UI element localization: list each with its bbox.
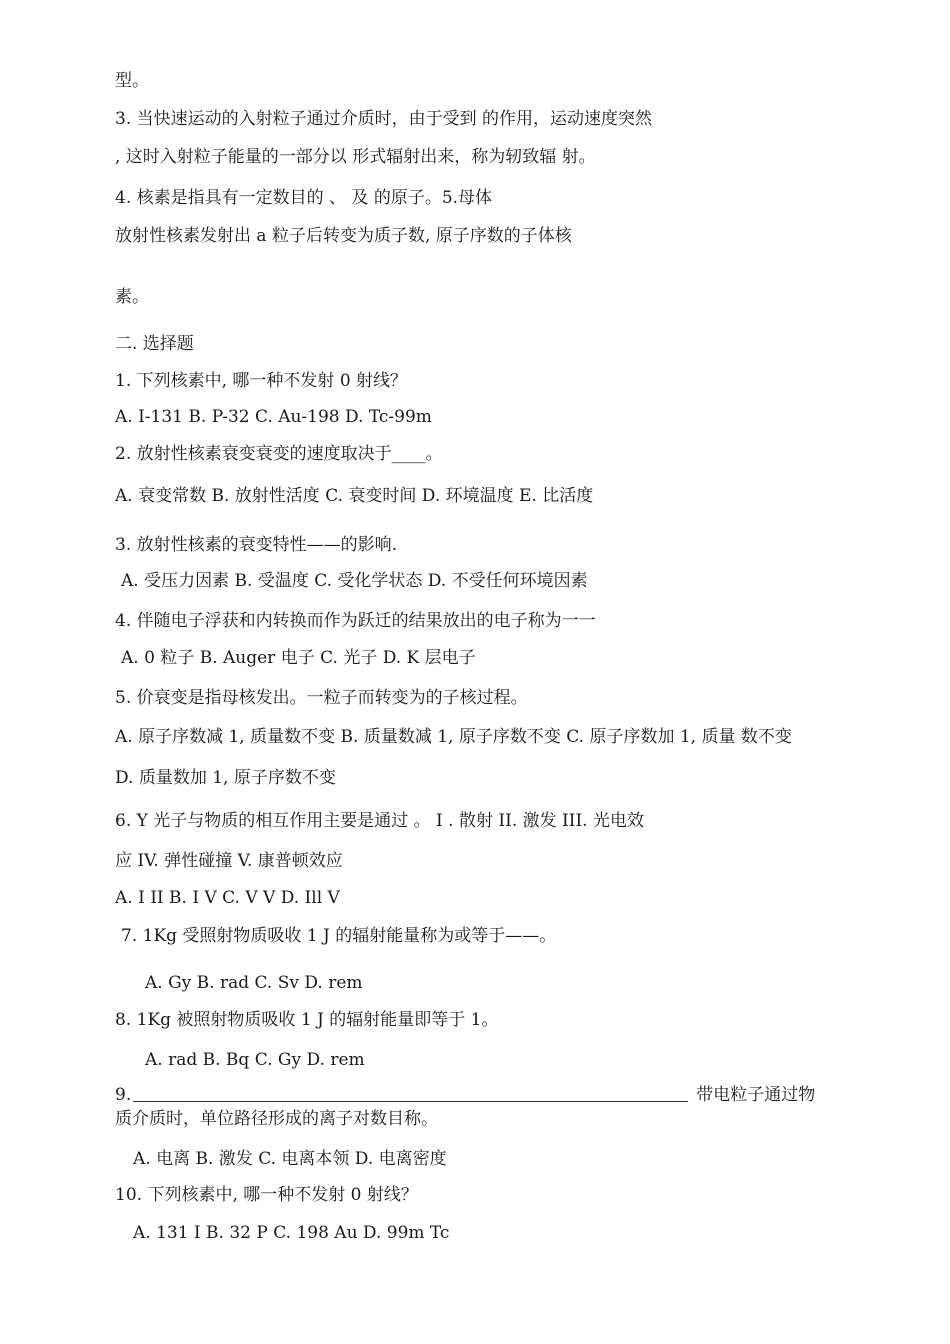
question: 1. 下列核素中, 哪一种不发射 0 射线？ xyxy=(115,371,408,391)
question: 10. 下列核素中, 哪一种不发射 0 射线？ xyxy=(115,1185,418,1205)
options: A. rad B. Bq C. Gy D. rem xyxy=(145,1050,365,1070)
options: A. 0 粒子 B. Auger 电子 C. 光子 D. K 层电子 xyxy=(121,648,476,668)
text-line: , 这时入射粒子能量的一部分以 形式辐射出来，称为轫致辐 射。 xyxy=(115,147,596,167)
text-line: 3. 当快速运动的入射粒子通过介质时，由于受到 的作用，运动速度突然 xyxy=(115,109,653,129)
section-heading: 二. 选择题 xyxy=(115,334,194,354)
answer-blank xyxy=(133,1085,688,1102)
question: 质介质时，单位路径形成的离子对数目称。 xyxy=(115,1109,438,1129)
text-line: 放射性核素发射出 a 粒子后转变为质子数, 原子序数的子体核 xyxy=(115,226,572,246)
question: 5. 价衰变是指母核发出。一粒子而转变为的子核过程。 xyxy=(115,688,528,708)
text-line: 型。 xyxy=(115,71,149,91)
options: A. 131 I B. 32 P C. 198 Au D. 99m Tc xyxy=(133,1223,450,1243)
options: A. 原子序数减 1, 质量数不变 B. 质量数减 1, 原子序数不变 C. 原子序数加 1, 质量 数不变 xyxy=(115,727,792,747)
question: 2. 放射性核素衰变衰变的速度取决于____。 xyxy=(115,444,443,464)
question xyxy=(115,1084,815,1106)
options: A. 受压力因素 B. 受温度 C. 受化学状态 D. 不受任何环境因素 xyxy=(121,571,588,591)
options: D. 质量数加 1, 原子序数不变 xyxy=(115,768,336,788)
question-number: 9. xyxy=(115,1085,132,1105)
options: A. Gy B. rad C. Sv D. rem xyxy=(145,973,363,993)
options: A. I II B. I V C. V V D. Ill V xyxy=(115,888,340,908)
options: A. I-131 B. P-32 C. Au-198 D. Tc-99m xyxy=(115,407,432,427)
question: 6. Y 光子与物质的相互作用主要是通过 。 I . 散射 II. 激发 III. 光电效 xyxy=(115,811,644,831)
question: 应 IV. 弹性碰撞 V. 康普顿效应 xyxy=(115,851,343,871)
question-text: 带电粒子通过物 xyxy=(696,1085,816,1105)
options: A. 衰变常数 B. 放射性活度 C. 衰变时间 D. 环境温度 E. 比活度 xyxy=(115,486,594,506)
options: A. 电离 B. 激发 C. 电离本领 D. 电离密度 xyxy=(133,1149,447,1169)
question: 7. 1Kg 受照射物质吸收 1 J 的辐射能量称为或等于——。 xyxy=(121,926,557,946)
question: 4. 伴随电子浮获和内转换而作为跃迁的结果放出的电子称为一一 xyxy=(115,611,596,631)
text-line: 素。 xyxy=(115,287,149,307)
text-line: 4. 核素是指具有一定数目的 、 及 的原子。5.母体 xyxy=(115,188,493,208)
question: 8. 1Kg 被照射物质吸收 1 J 的辐射能量即等于 1。 xyxy=(115,1010,499,1030)
question: 3. 放射性核素的衰变特性——的影响. xyxy=(115,535,398,555)
